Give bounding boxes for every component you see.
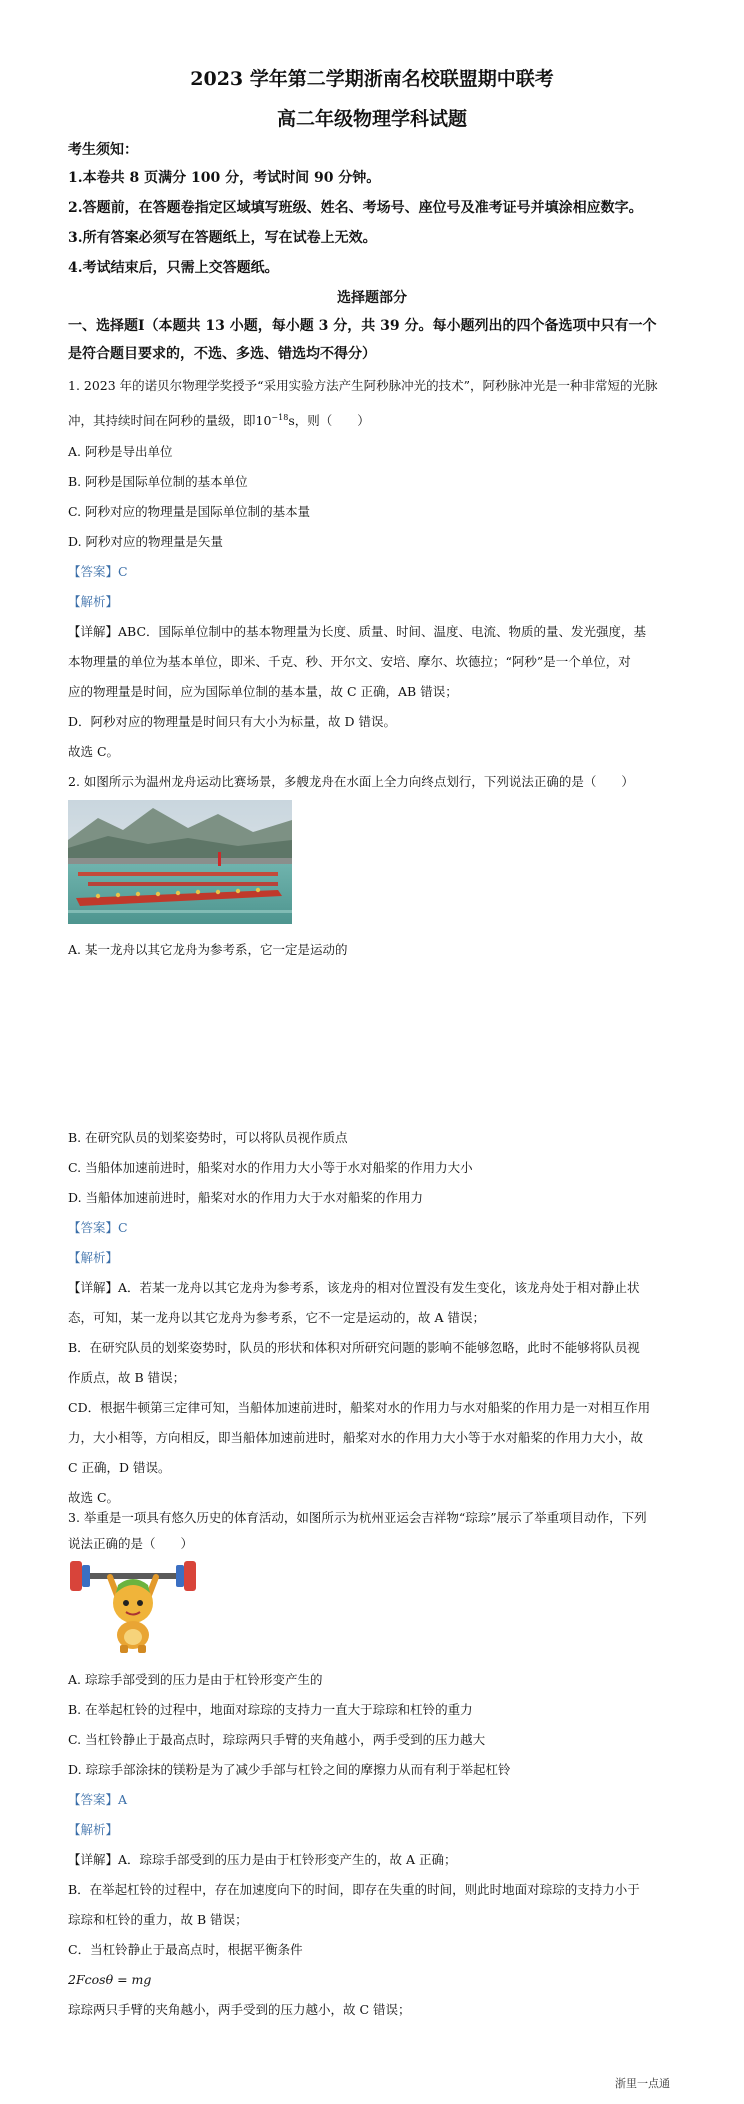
q2-option-a: A. 某一龙舟以其它龙舟为参考系，它一定是运动的	[68, 942, 348, 957]
q3-detail: 琮琮和杠铃的重力，故 B 错误；	[68, 1912, 248, 1927]
q1-detail: 【详解】ABC．国际单位制中的基本物理量为长度、质量、时间、温度、电流、物质的量、发光强度，基	[68, 624, 647, 639]
q2-stem: 2. 如图所示为温州龙舟运动比赛场景，多艘龙舟在水面上全力向终点划行，下列说法正确的是（ ）	[68, 774, 634, 789]
q2-analysis-label: 【解析】	[68, 1250, 119, 1265]
q1-detail: 本物理量的单位为基本单位，即米、千克、秒、开尔文、安培、摩尔、坎德拉；“阿秒”是一个单位，对	[68, 654, 631, 669]
section-desc: 是符合题目要求的，不选、多选、错选均不得分）	[68, 346, 376, 362]
q3-detail: B．在举起杠铃的过程中，存在加速度向下的时间，即存在失重的时间，则此时地面对琮琮的支持力小于	[68, 1882, 640, 1897]
q1-analysis-label: 【解析】	[68, 594, 119, 609]
notice-item: 3.所有答案必须写在答题纸上，写在试卷上无效。	[68, 230, 377, 246]
q3-answer: 【答案】A	[68, 1792, 128, 1807]
footer-watermark: 浙里一点通	[615, 2077, 670, 2090]
q1-stem: 1. 2023 年的诺贝尔物理学奖授予“采用实验方法产生阿秒脉冲光的技术”，阿秒脉冲光是一种非常短的光脉	[68, 378, 658, 393]
q2-detail: 态，可知，某一龙舟以其它龙舟为参考系，它不一定是运动的，故 A 错误；	[68, 1310, 485, 1325]
mascot-weightlifting-image	[68, 1555, 198, 1655]
q3-stem: 3. 举重是一项具有悠久历史的体育活动，如图所示为杭州亚运会吉祥物“琮琮”展示了举重项目动作，下列	[68, 1510, 647, 1525]
exam-title: 2023 学年第二学期浙南名校联盟期中联考	[190, 68, 554, 90]
q2-detail: 【详解】A．若某一龙舟以其它龙舟为参考系，该龙舟的相对位置没有发生变化，该龙舟处于相对静止状	[68, 1280, 640, 1295]
q3-option-d: D. 琮琮手部涂抹的镁粉是为了减少手部与杠铃之间的摩擦力从而有利于举起杠铃	[68, 1762, 511, 1777]
q2-answer: 【答案】C	[68, 1220, 128, 1235]
q3-detail: 琮琮两只手臂的夹角越小，两手受到的压力越小，故 C 错误；	[68, 2002, 411, 2017]
q2-detail: 力，大小相等，方向相反，即当船体加速前进时，船桨对水的作用力大小等于水对船桨的作用力大小，故	[68, 1430, 644, 1445]
q3-stem-line2: 说法正确的是（ ）	[68, 1536, 194, 1551]
q1-stem-line2: 冲，其持续时间在阿秒的量级，即$10^{-18}s$，则（ ）	[68, 413, 370, 429]
notice-heading: 考生须知：	[68, 142, 138, 158]
q2-option-b: B. 在研究队员的划桨姿势时，可以将队员视作质点	[68, 1130, 348, 1145]
q1-detail: D．阿秒对应的物理量是时间只有大小为标量，故 D 错误。	[68, 714, 396, 729]
exam-subtitle: 高二年级物理学科试题	[276, 108, 467, 130]
q1-option-b: B. 阿秒是国际单位制的基本单位	[68, 474, 248, 489]
dragon-boat-race-image	[68, 800, 292, 924]
notice-item: 4.考试结束后，只需上交答题纸。	[68, 260, 279, 276]
q1-answer: 【答案】C	[68, 564, 128, 579]
notice-item: 1.本卷共 8 页满分 100 分，考试时间 90 分钟。	[68, 170, 381, 186]
q3-option-a: A. 琮琮手部受到的压力是由于杠铃形变产生的	[68, 1672, 323, 1687]
q2-option-d: D. 当船体加速前进时，船桨对水的作用力大于水对船桨的作用力	[68, 1190, 424, 1205]
q3-detail: C．当杠铃静止于最高点时，根据平衡条件	[68, 1942, 303, 1957]
q3-formula: 2Fcosθ = mg	[68, 1972, 152, 1987]
q1-detail: 故选 C。	[68, 744, 120, 759]
q1-option-d: D. 阿秒对应的物理量是矢量	[68, 534, 224, 549]
section-desc: 一、选择题Ⅰ（本题共 13 小题，每小题 3 分，共 39 分。每小题列出的四个备选项中只有一个	[68, 318, 657, 334]
q2-detail: B．在研究队员的划桨姿势时，队员的形状和体积对所研究问题的影响不能够忽略，此时不能够将队员视	[68, 1340, 640, 1355]
q1-detail: 应的物理量是时间，应为国际单位制的基本量，故 C 正确，AB 错误；	[68, 684, 458, 699]
q3-analysis-label: 【解析】	[68, 1822, 119, 1837]
q3-option-c: C. 当杠铃静止于最高点时，琮琮两只手臂的夹角越小，两手受到的压力越大	[68, 1732, 486, 1747]
q2-detail: 作质点，故 B 错误；	[68, 1370, 186, 1385]
notice-item: 2.答题前，在答题卷指定区域填写班级、姓名、考场号、座位号及准考证号并填涂相应数字。	[68, 200, 643, 216]
q1-power: $10^{-18}s$	[255, 413, 295, 429]
q3-option-b: B. 在举起杠铃的过程中，地面对琮琮的支持力一直大于琮琮和杠铃的重力	[68, 1702, 473, 1717]
q2-detail: CD．根据牛顿第三定律可知，当船体加速前进时，船桨对水的作用力与水对船桨的作用力是一对相互作用	[68, 1400, 651, 1415]
q1-option-c: C. 阿秒对应的物理量是国际单位制的基本量	[68, 504, 311, 519]
section-title: 选择题部分	[337, 290, 407, 306]
q2-option-c: C. 当船体加速前进时，船桨对水的作用力大小等于水对船桨的作用力大小	[68, 1160, 473, 1175]
q2-detail: C 正确，D 错误。	[68, 1460, 171, 1475]
q2-detail: 故选 C。	[68, 1490, 120, 1505]
q1-option-a: A. 阿秒是导出单位	[68, 444, 173, 459]
q3-detail: 【详解】A．琮琮手部受到的压力是由于杠铃形变产生的，故 A 正确；	[68, 1852, 457, 1867]
